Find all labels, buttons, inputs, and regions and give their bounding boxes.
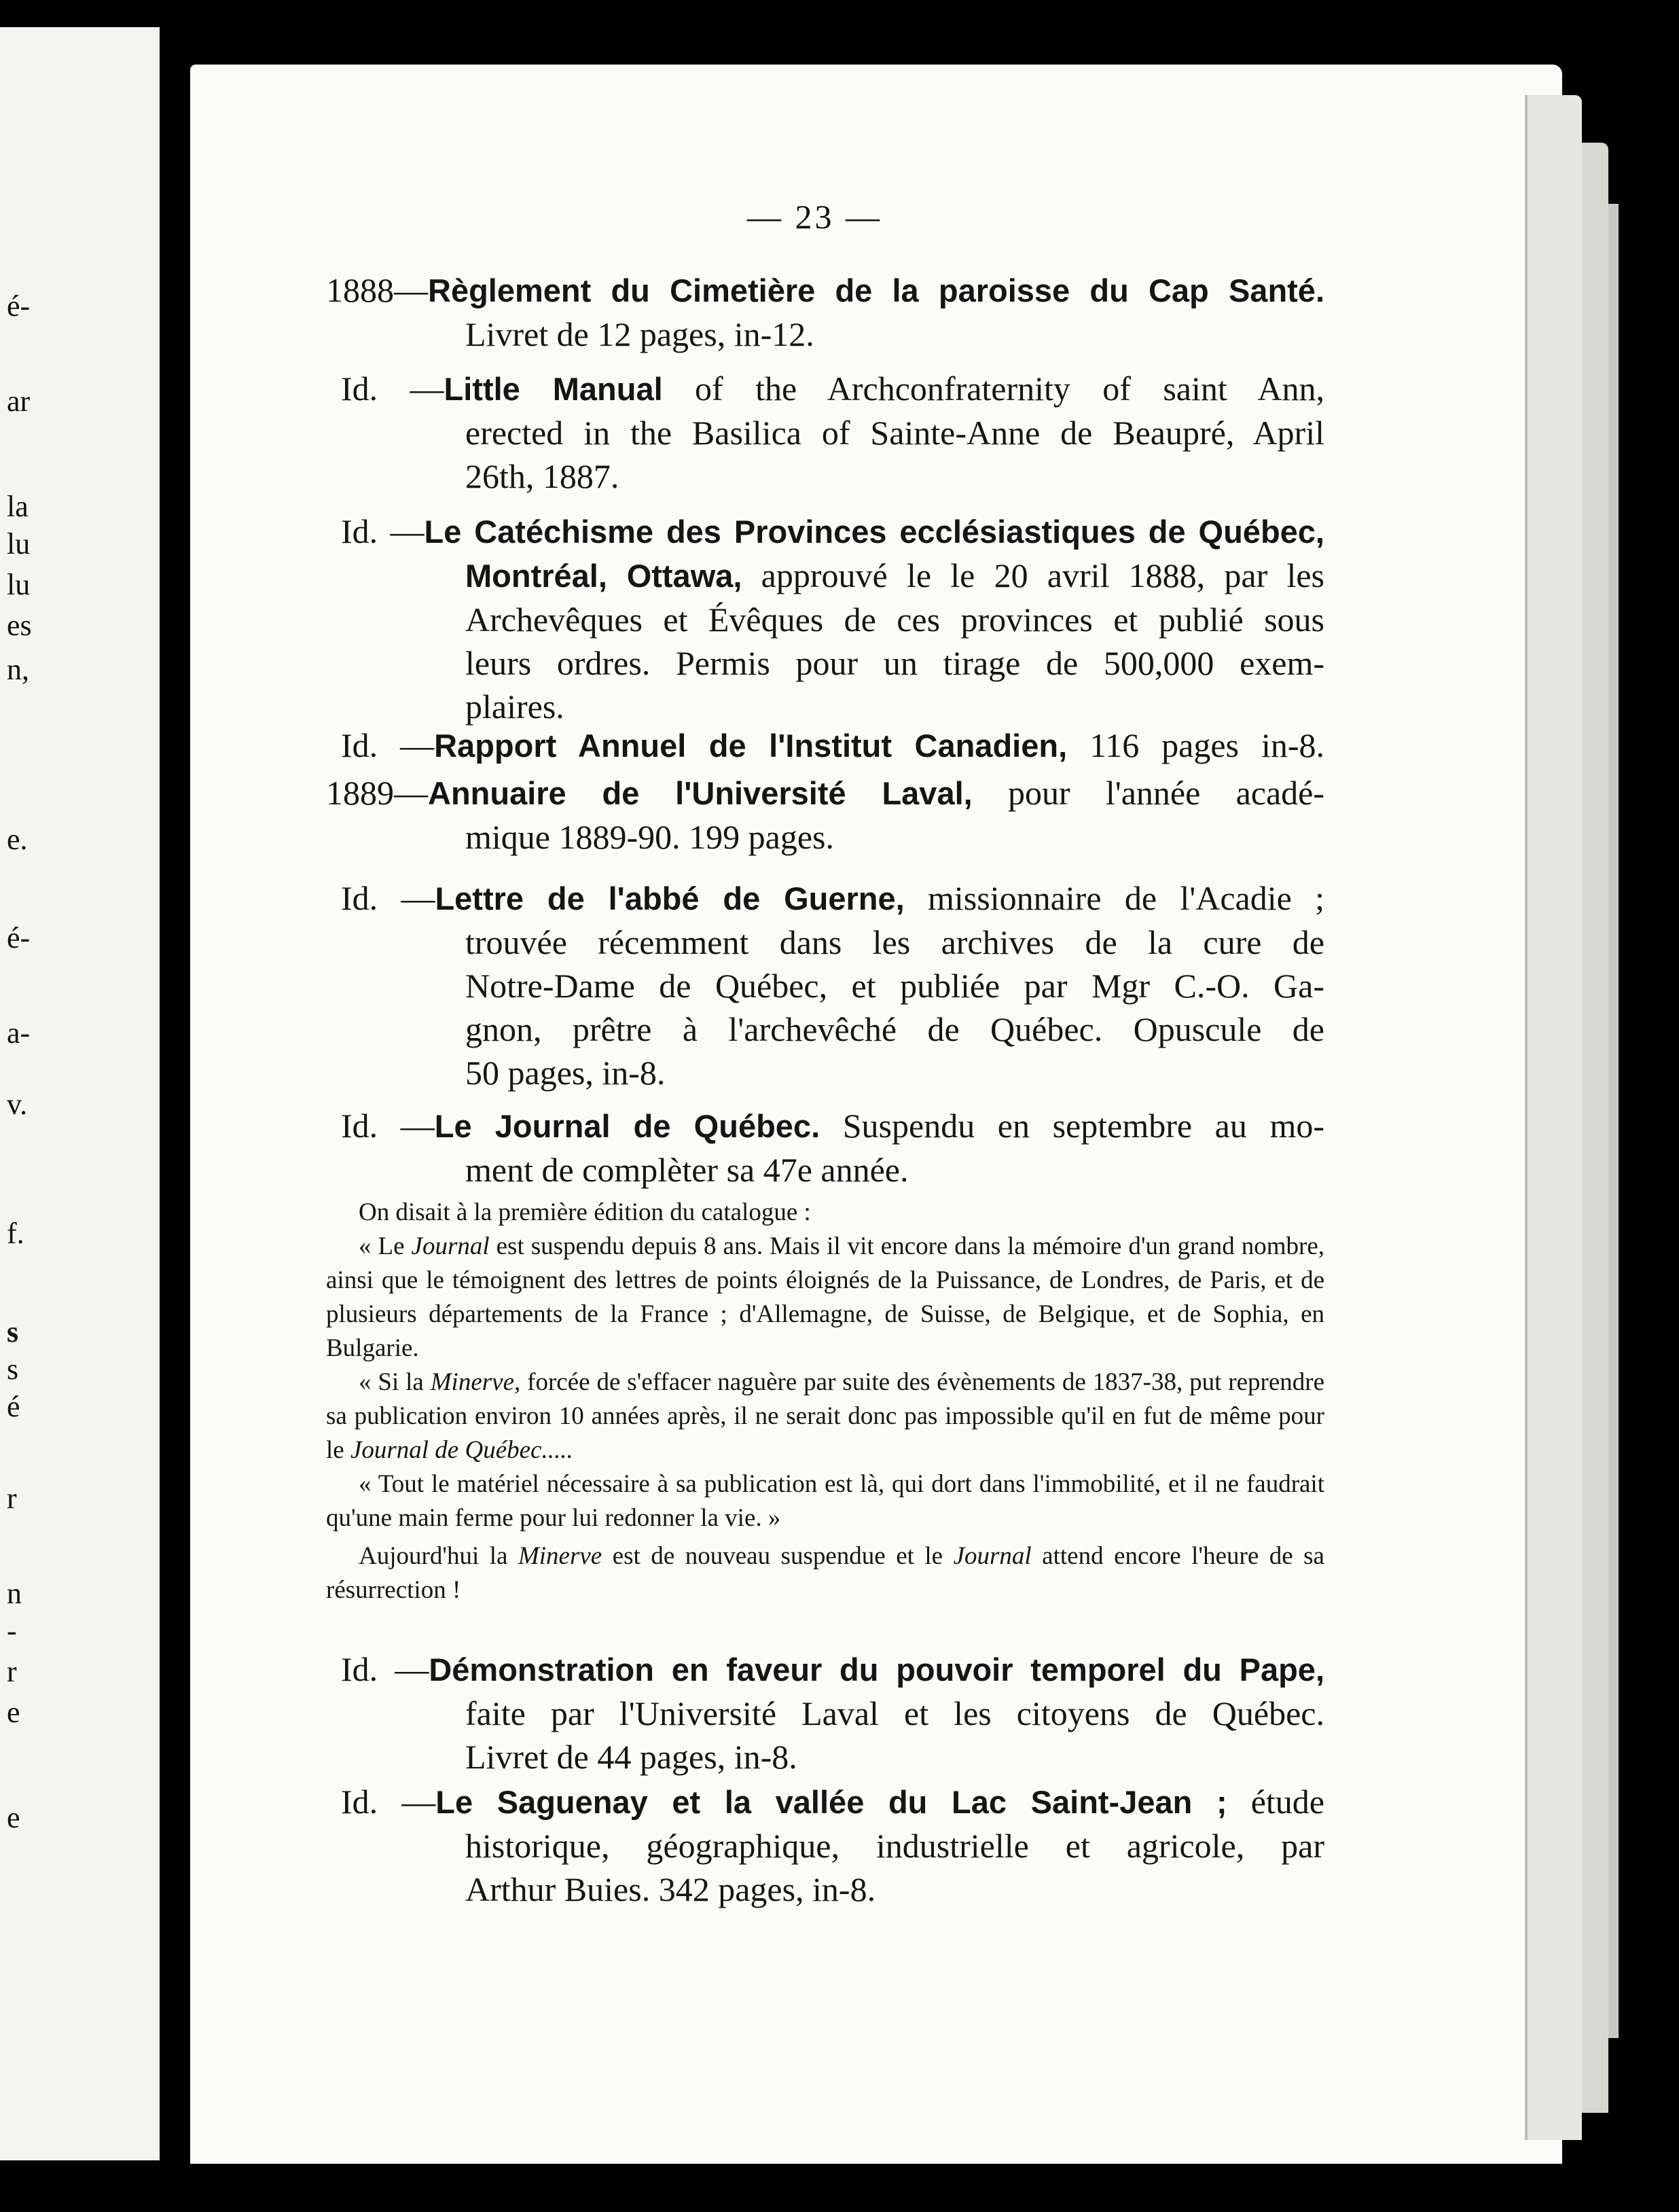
entry-line: Livret de 44 pages, in-8. <box>465 1738 797 1776</box>
page-edge <box>1525 95 1582 2140</box>
facing-fragment: lu <box>7 568 31 601</box>
entry-text: approuvé le le 20 avril 1888, par les <box>742 556 1324 594</box>
entry-line: Archevêques et Évêques de ces provinces et publié sous <box>465 601 1324 639</box>
catalogue-entry <box>326 724 1324 768</box>
facing-fragment: es <box>7 609 32 642</box>
facing-fragment: e <box>7 1801 20 1834</box>
entry-text: of the Archconfraternity of saint Ann, <box>662 370 1324 408</box>
entry-line: historique, géographique, industrielle et agricole, par <box>465 1827 1324 1865</box>
facing-fragment: e. <box>7 823 28 856</box>
catalogue-entry <box>326 268 1324 356</box>
entry-line: trouvée récemment dans les archives de la cure de <box>465 923 1324 961</box>
catalogue-note <box>326 1196 1324 1607</box>
facing-fragment: s <box>7 1315 19 1349</box>
facing-fragment: é- <box>7 289 31 323</box>
entry-line: mique 1889-90. 199 pages. <box>465 818 834 856</box>
entry-line: erected in the Basilica of Sainte-Anne de Beaupré, April <box>465 414 1324 452</box>
entry-year: 1889— <box>326 774 428 812</box>
facing-fragment: é- <box>7 921 31 955</box>
facing-fragment: é <box>7 1390 20 1423</box>
entry-year: 1888— <box>326 271 428 309</box>
entry-text: Suspendu en septembre au mo- <box>820 1107 1324 1145</box>
facing-fragment: f. <box>7 1217 24 1250</box>
entry-year: Id. — <box>341 1783 436 1821</box>
entry-title: Le Journal de Québec. <box>434 1108 820 1144</box>
note-paragraph: « Si la Minerve, forcée de s'effacer naguère par suite des évènements de 1837-38, put reprendre sa publication environ 10 années après, il ne serait donc pas impossible qu'il en fut de même pour le Journal de Québec..... <box>326 1368 1324 1464</box>
entry-title: Le Saguenay et la vallée du Lac Saint-Jean ; <box>435 1784 1227 1820</box>
facing-fragment: r <box>7 1655 17 1688</box>
entry-year: Id. — <box>341 1650 429 1688</box>
entry-line: leurs ordres. Permis pour un tirage de 500,000 exem- <box>465 644 1324 682</box>
book-gutter <box>160 0 190 2212</box>
catalogue-entry <box>326 367 1324 498</box>
entry-text: 116 pages in-8. <box>1067 726 1324 764</box>
entry-title: Le Catéchisme des Provinces ecclésiastiques de Québec, <box>424 514 1324 550</box>
facing-fragment: n, <box>7 653 29 686</box>
entry-line: plaires. <box>465 688 564 726</box>
entry-year: Id. — <box>341 1107 435 1145</box>
note-paragraph: « Le Journal est suspendu depuis 8 ans. Mais il vit encore dans la mémoire d'un grand nombre, ainsi que le témoignent des lettres de points éloignés de la Puissance, de Londres, de Paris, et de plusieurs départements de la France ; d'Allemagne, de Suisse, de Belgique, et de Sophia, en Bulgarie. <box>326 1232 1324 1362</box>
entry-title: Règlement du Cimetière de la paroisse du Cap Santé. <box>428 272 1324 308</box>
entry-line: faite par l'Université Laval et les citoyens de Québec. <box>465 1694 1324 1732</box>
entry-year: Id. — <box>341 879 435 917</box>
entry-title: Rapport Annuel de l'Institut Canadien, <box>434 728 1068 764</box>
catalogue-entry <box>326 510 1324 728</box>
entry-line: 50 pages, in-8. <box>465 1054 666 1092</box>
entry-line: Arthur Buies. 342 pages, in-8. <box>465 1870 876 1908</box>
entry-text: étude <box>1227 1783 1324 1821</box>
entry-line: ment de complèter sa 47e année. <box>465 1151 909 1189</box>
note-paragraph: Aujourd'hui la Minerve est de nouveau suspendue et le Journal attend encore l'heure de sa résurrection ! <box>326 1542 1324 1604</box>
entry-title: Montréal, Ottawa, <box>465 558 742 594</box>
facing-fragment: lu <box>7 527 31 560</box>
facing-fragment: la <box>7 490 29 523</box>
page-number: — 23 — <box>747 198 882 236</box>
catalogue-entry <box>326 1780 1324 1911</box>
facing-fragment: r <box>7 1482 17 1515</box>
entry-line: Notre-Dame de Québec, et publiée par Mgr C.-O. Ga- <box>465 967 1324 1005</box>
entry-line: Livret de 12 pages, in-12. <box>465 315 814 353</box>
entry-title: Annuaire de l'Université Laval, <box>428 775 973 811</box>
entry-line: gnon, prêtre à l'archevêché de Québec. Opuscule de <box>465 1010 1324 1048</box>
note-paragraph: « Tout le matériel nécessaire à sa publication est là, qui dort dans l'immobilité, et il ne faudrait qu'une main ferme pour lui redonner la vie. » <box>326 1470 1324 1532</box>
entry-title: Little Manual <box>444 371 663 407</box>
facing-fragment: s <box>7 1353 19 1386</box>
entry-text: pour l'année acadé- <box>972 774 1324 812</box>
facing-fragment: e <box>7 1696 20 1729</box>
entry-title: Démonstration en faveur du pouvoir temporel du Pape, <box>429 1652 1324 1688</box>
catalogue-entry <box>326 1104 1324 1192</box>
catalogue-entry <box>326 876 1324 1094</box>
facing-fragment: - <box>7 1614 17 1647</box>
catalogue-entry <box>326 771 1324 859</box>
catalogue-entry <box>326 1647 1324 1779</box>
facing-fragment: ar <box>7 385 31 418</box>
entry-line: 26th, 1887. <box>465 457 619 495</box>
page-edge <box>1579 143 1608 2113</box>
note-intro: On disait à la première édition du catalogue : <box>359 1198 811 1226</box>
entry-text: missionnaire de l'Acadie ; <box>904 879 1324 917</box>
facing-fragment: n <box>7 1577 22 1610</box>
entry-title: Lettre de l'abbé de Guerne, <box>435 880 905 916</box>
entry-year: Id. — <box>341 726 435 764</box>
facing-fragment: a- <box>7 1016 31 1050</box>
entry-year: Id. — <box>341 370 444 408</box>
entry-year: Id. — <box>341 512 425 550</box>
facing-fragment: v. <box>7 1088 28 1121</box>
